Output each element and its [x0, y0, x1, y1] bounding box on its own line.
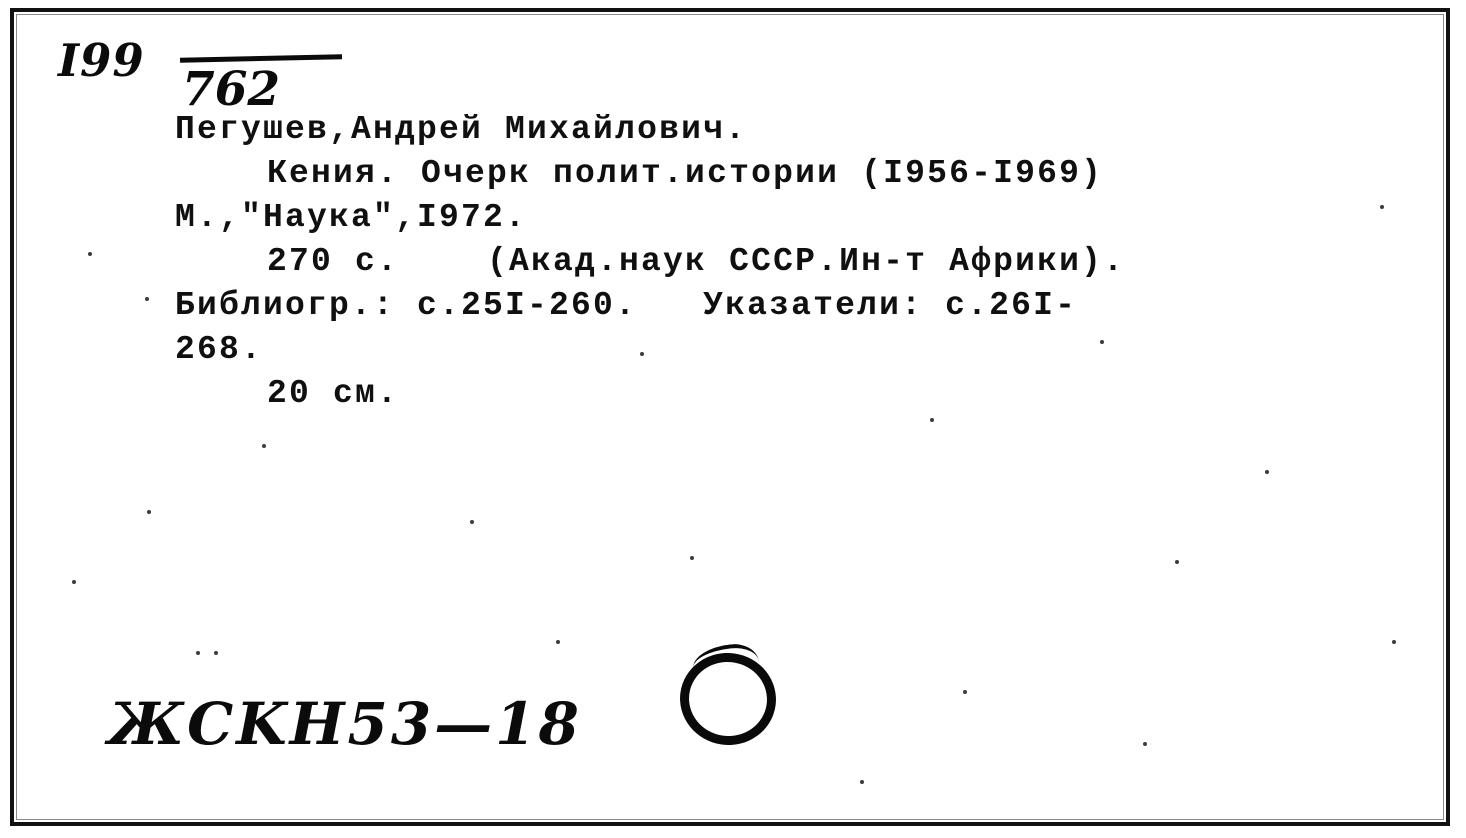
entry-line-size: 20 см. [267, 375, 400, 412]
scan-speck [640, 352, 644, 356]
entry-line-author: Пегушев,Андрей Михайлович. [175, 111, 748, 148]
scan-speck [930, 418, 934, 422]
scan-speck [147, 510, 151, 514]
call-number-bottom: 762 [182, 62, 281, 117]
scan-speck [262, 444, 266, 448]
bibliographic-entry [175, 108, 1415, 416]
entry-line-notes: Библиогр.: с.25I-260. Указатели: с.26I- [175, 287, 1078, 324]
entry-line-title: Кения. Очерк полит.истории (I956-I969) [267, 155, 1104, 192]
ink-stamp-icon [680, 645, 766, 727]
scan-speck [1392, 640, 1396, 644]
scan-speck [1380, 205, 1384, 209]
entry-line-imprint: М.,"Наука",I972. [175, 199, 528, 236]
scan-speck [690, 556, 694, 560]
scan-speck [1100, 340, 1104, 344]
scan-speck [470, 520, 474, 524]
scan-speck [145, 297, 149, 301]
scan-speck [214, 651, 218, 655]
scan-speck [88, 252, 92, 256]
call-number-top: Ι99 [58, 34, 145, 87]
entry-line-collation: 270 с. (Акад.наук СССР.Ин-т Африки). [267, 243, 1126, 280]
entry-line-notes-cont: 268. [175, 331, 264, 368]
scan-speck [860, 780, 864, 784]
scan-speck [556, 640, 560, 644]
scan-speck [963, 690, 967, 694]
shelf-mark: ЖCKH53—18 [108, 690, 582, 758]
scan-speck [196, 651, 200, 655]
scan-speck [72, 580, 76, 584]
scan-speck [1265, 470, 1269, 474]
scan-speck [1143, 742, 1147, 746]
scan-speck [1175, 560, 1179, 564]
